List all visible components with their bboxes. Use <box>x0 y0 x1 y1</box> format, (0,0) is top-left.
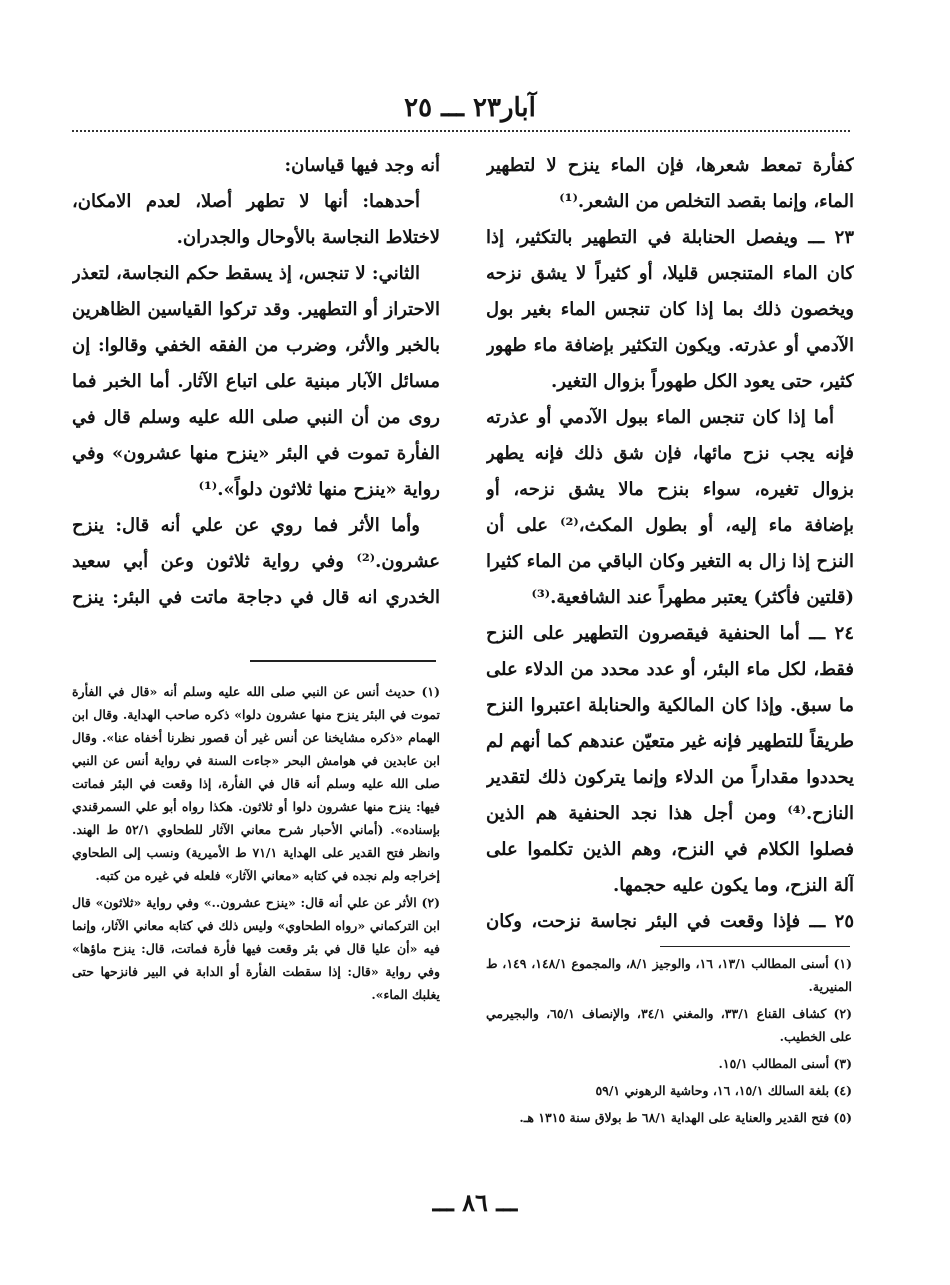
page-header-title: آبار٢٣ ـــ ٢٥ <box>404 93 536 123</box>
right-paragraph: ٢٥ ـــ فإذا وقعت في البئر نجاسة نزحت، وكان <box>486 911 854 932</box>
footnote: (١) أسنى المطالب ١٣/١، ١٦، والوجيز ٨/١، والمجموع ١٤٨/١، ١٤٩، ط المنيرية. <box>486 956 852 994</box>
right-paragraph: أما إذا كان تنجس الماء ببول الآدمي أو عذرته فإنه يجب نزح مائها، فإن شق ذلك فإنه يطهر بزوال تغيره، سواء بنزح مالا يشق نزحه، أو بإضافة ماء إليه، أو بطول المكث،⁽²⁾ على أن النزح إذا زال به التغير وكان الباقي من الماء كثيرا (قلتين فأكثر) يعتبر مطهراً عند الشافعية.⁽³⁾ <box>486 407 854 608</box>
footnote: (٤) بلغة السالك ١٥/١، ١٦، وحاشية الرهوني ٥٩/١ <box>595 1083 852 1098</box>
left-footnotes <box>72 680 440 1165</box>
right-footnotes <box>486 952 852 1168</box>
right-footnote-separator <box>660 946 850 947</box>
right-paragraph: كفأرة تمعط شعرها، فإن الماء ينزح لا لتطهير الماء، وإنما بقصد التخلص من الشعر.⁽¹⁾ <box>486 155 854 212</box>
right-paragraph: ٢٣ ـــ ويفصل الحنابلة في التطهير بالتكثير، إذا كان الماء المتنجس قليلا، أو كثيراً لا يشق نزحه ويخصون ذلك بما إذا كان تنجس الماء بغير بول الآدمي أو عذرته. ويكون التكثير بإضافة ماء طهور كثير، حتى يعود الكل طهوراً بزوال التغير. <box>486 227 854 392</box>
page-number: ـــ ٨٦ ـــ <box>432 1188 518 1217</box>
left-paragraph: وأما الأثر فما روي عن علي أنه قال: ينزح عشرون.⁽²⁾ وفي رواية ثلاثون وعن أبي سعيد الخدري انه قال في دجاجة ماتت في البئر: ينزح <box>72 515 440 608</box>
footnote: (٢) الأثر عن علي أنه قال: «ينزح عشرون..» وفي رواية «ثلاثون» قال ابن التركماني «رواه الطحاوي» وليس ذلك في كتابه معاني الآثار، وإنما فيه «أن عليا قال في بئر وقعت فيها فأرة فماتت، قال: ينزح ماؤها» وفي رواية «قال: إذا سقطت الفأرة أو الدابة في البير فانزحها حتى يغلبك الماء». <box>72 895 440 1002</box>
left-text-column <box>72 148 440 610</box>
footnote: (٢) كشاف القناع ٣٣/١، والمغني ٣٤/١، والإنصاف ٦٥/١، والبجيرمي على الخطيب. <box>486 1006 852 1044</box>
right-paragraph: ٢٤ ـــ أما الحنفية فيقصرون التطهير على النزح فقط، لكل ماء البئر، أو عدد محدد من الدلاء على ما سبق. وإذا كان المالكية والحنابلة اعتبروا النزح طريقاً للتطهير فإنه غير متعيّن عندهم كما أنهم لم يحددوا مقداراً من الدلاء وإنما يتركون ذلك لتقدير النازح.⁽⁴⁾ ومن أجل هذا نجد الحنفية هم الذين فصلوا الكلام في النزح، وهم الذين تكلموا على آلة النزح، وما يكون عليه حجمها. <box>486 623 854 896</box>
left-paragraph: الثاني: لا تنجس، إذ يسقط حكم النجاسة، لتعذر الاحتراز أو التطهير. وقد تركوا القياسين الظاهرين بالخبر والأثر، وضرب من الفقه الخفي وقالوا: إن مسائل الآبار مبنية على اتباع الآثار. أما الخبر فما روى من أن النبي صلى الله عليه وسلم قال في الفأرة تموت في البئر «ينزح منها عشرون» وفي رواية «ينزح منها ثلاثون دلواً».⁽¹⁾ <box>72 263 440 500</box>
left-footnote-separator <box>250 660 436 662</box>
footnote: (١) حديث أنس عن النبي صلى الله عليه وسلم أنه «قال في الفأرة تموت في البئر ينزح منها عشرون دلوا» ذكره صاحب الهداية. وقال ابن الهمام «ذكره مشايخنا عن أنس غير أن قصور نظرنا أخفاه عنا». وقال ابن عابدين في هوامش البحر «جاءت السنة في رواية أنس عن النبي صلى الله عليه وسلم أنه قال في الفأرة، إذا وقعت في البئر فماتت فيها: ينزح منها عشرون دلوا أو ثلاثون. هكذا رواه أبو علي السمرقندي بإسناده». (أماني الأحبار شرح معاني الآثار للطحاوي ٥٢/١ ط الهند. وانظر فتح القدير على الهداية ٧١/١ ط الأميرية) ونسب إلى الطحاوي إخراجه ولم نجده في كتابه «معاني الآثار» فلعله في غيره من كتبه. <box>72 684 440 883</box>
footnote: (٣) أسنى المطالب ١٥/١. <box>718 1056 852 1071</box>
header-dotted-rule <box>72 130 850 132</box>
left-paragraph: أحدهما: أنها لا تطهر أصلا، لعدم الامكان، لاختلاط النجاسة بالأوحال والجدران. <box>72 191 440 248</box>
right-text-column <box>486 148 854 936</box>
left-paragraph: أنه وجد فيها قياسان: <box>284 155 440 176</box>
footnote: (٥) فتح القدير والعناية على الهداية ٦٨/١ ط بولاق سنة ١٣١٥ هـ. <box>519 1110 852 1125</box>
